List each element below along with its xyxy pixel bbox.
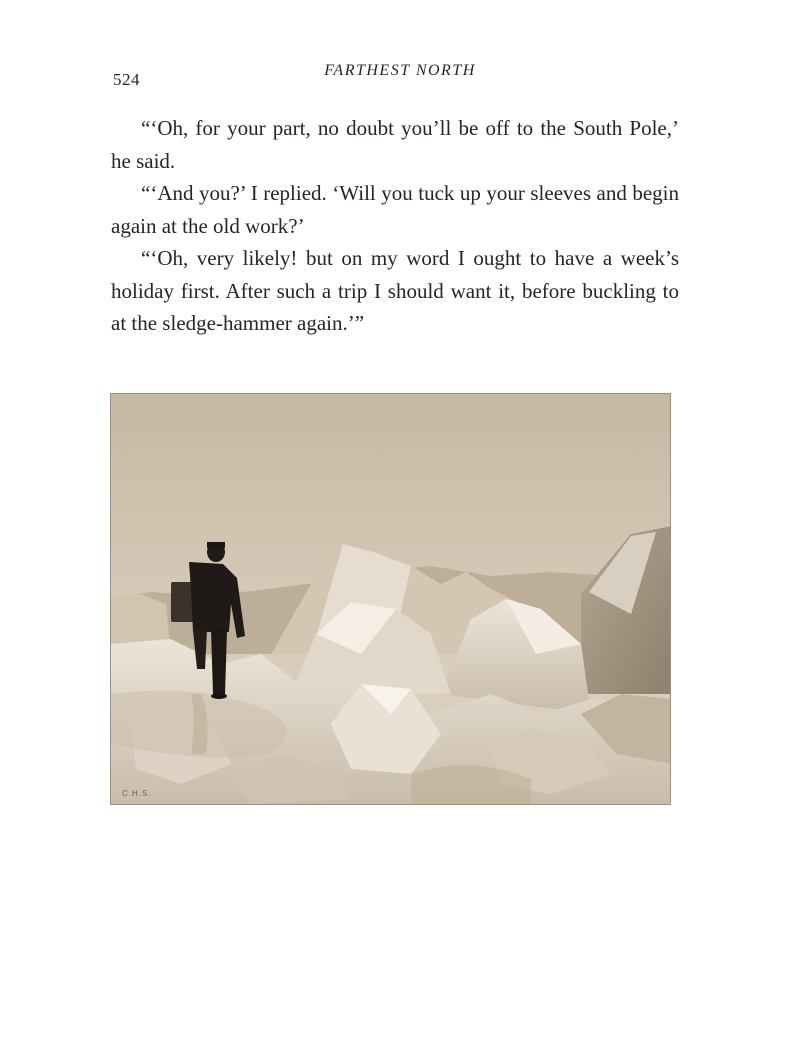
paragraph: “‘Oh, for your part, no doubt you’ll be off to the South Pole,’ he said. [111,116,679,173]
photo-plate [110,393,671,805]
paragraph: “‘And you?’ I replied. ‘Will you tuck up your sleeves and begin again at the old work?’ [111,181,679,238]
paragraph: “‘Oh, very likely! but on my word I ought to have a week’s holiday first. After such a trip I should want it, before buckling to at the sledge-hammer again.’” [111,246,679,335]
running-head: FARTHEST NORTH [324,62,476,79]
ice-landscape-illustration [111,394,671,805]
body-text [111,112,679,340]
page-number: 524 [113,70,140,89]
photographer-initials: C.H.S. [122,789,152,798]
